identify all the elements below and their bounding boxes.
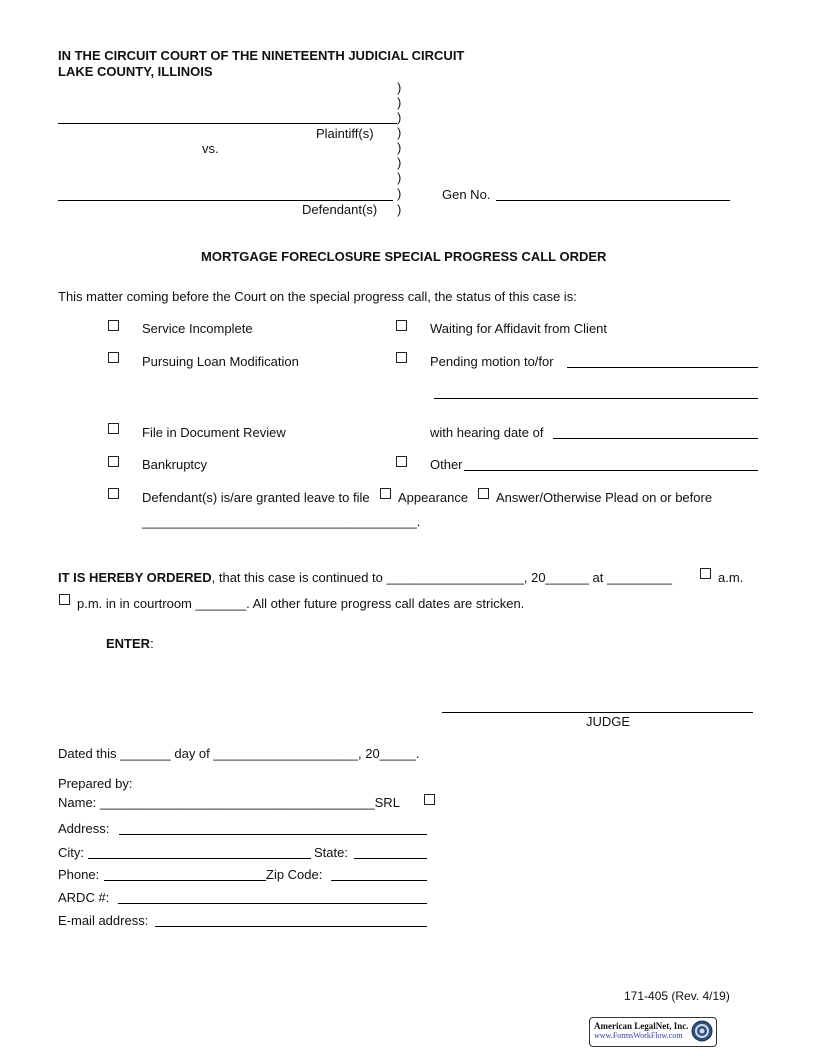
logo-website: www.FormsWorkFlow.com (594, 1031, 683, 1040)
zip-field[interactable] (331, 880, 427, 881)
other-checkbox[interactable] (396, 456, 407, 467)
plaintiff-name-line[interactable] (58, 123, 397, 124)
pending-motion-checkbox[interactable] (396, 352, 407, 363)
caption-paren: ) (397, 202, 402, 217)
gen-no-label: Gen No. (442, 187, 491, 202)
hearing-date-field[interactable] (553, 438, 758, 439)
other-field[interactable] (464, 470, 758, 471)
loan-modification-checkbox[interactable] (108, 352, 119, 363)
pending-motion-field-2[interactable] (434, 398, 758, 399)
enter-label (106, 636, 154, 651)
answer-plead-checkbox[interactable] (478, 488, 489, 499)
globe-icon (691, 1020, 713, 1042)
enter-colon: : (150, 636, 154, 651)
appearance-label: Appearance (398, 490, 469, 505)
caption-paren: ) (397, 155, 402, 170)
waiting-affidavit-checkbox[interactable] (396, 320, 407, 331)
other-label: Other (430, 457, 463, 472)
american-legalnet-logo[interactable] (589, 1017, 717, 1047)
leave-to-file-checkbox[interactable] (108, 488, 119, 499)
hearing-date-label: with hearing date of (430, 425, 544, 440)
phone-label: Phone: (58, 867, 100, 882)
bankruptcy-checkbox[interactable] (108, 456, 119, 467)
leave-to-file-label: Defendant(s) is/are granted leave to file (142, 490, 370, 505)
email-label: E-mail address: (58, 913, 149, 928)
caption-paren: ) (397, 170, 402, 185)
document-review-checkbox[interactable] (108, 423, 119, 434)
intro-text: This matter coming before the Court on the special progress call, the status of this case is: (58, 289, 577, 304)
name-line: Name: ______________________________________SRL (58, 795, 400, 810)
pm-checkbox[interactable] (59, 594, 70, 605)
document-review-label: File in Document Review (142, 425, 286, 440)
caption-paren: ) (397, 110, 402, 125)
caption-paren: ) (397, 140, 402, 155)
service-incomplete-label: Service Incomplete (142, 321, 253, 336)
enter-bold: ENTER (106, 636, 151, 651)
srl-checkbox[interactable] (424, 794, 435, 805)
prepared-by-label: Prepared by: (58, 776, 133, 791)
pm-courtroom-line: p.m. in in courtroom _______. All other future progress call dates are stricken. (77, 596, 525, 611)
state-field[interactable] (354, 858, 427, 859)
bankruptcy-label: Bankruptcy (142, 457, 208, 472)
city-label: City: (58, 845, 84, 860)
address-label: Address: (58, 821, 110, 836)
form-title: MORTGAGE FORECLOSURE SPECIAL PROGRESS CALL ORDER (201, 249, 607, 264)
defendant-name-line[interactable] (58, 200, 393, 201)
leave-to-file-date-field[interactable]: ______________________________________. (142, 514, 421, 529)
gen-no-field[interactable] (496, 200, 730, 201)
am-label: a.m. (718, 570, 744, 585)
order-line (58, 570, 672, 585)
vs-label: vs. (202, 141, 219, 156)
state-label: State: (314, 845, 348, 860)
am-checkbox[interactable] (700, 568, 711, 579)
ardc-label: ARDC #: (58, 890, 110, 905)
county-name: LAKE COUNTY, ILLINOIS (58, 64, 213, 79)
email-field[interactable] (155, 926, 427, 927)
court-name: IN THE CIRCUIT COURT OF THE NINETEENTH JUDICIAL CIRCUIT (58, 48, 465, 63)
ordered-heading: IT IS HEREBY ORDERED (58, 570, 212, 585)
answer-plead-label: Answer/Otherwise Plead on or before (496, 490, 713, 505)
waiting-affidavit-label: Waiting for Affidavit from Client (430, 321, 608, 336)
pending-motion-label: Pending motion to/for (430, 354, 554, 369)
caption-paren: ) (397, 80, 402, 95)
caption-paren: ) (397, 186, 402, 201)
loan-modification-label: Pursuing Loan Modification (142, 354, 299, 369)
caption-paren: ) (397, 125, 402, 140)
dated-line: Dated this _______ day of ____________________, 20_____. (58, 746, 420, 761)
judge-label: JUDGE (586, 714, 631, 729)
logo-company-name: American LegalNet, Inc. (594, 1021, 689, 1031)
city-field[interactable] (88, 858, 311, 859)
form-number: 171-405 (Rev. 4/19) (624, 989, 730, 1003)
appearance-checkbox[interactable] (380, 488, 391, 499)
pending-motion-field[interactable] (567, 367, 758, 368)
plaintiff-label: Plaintiff(s) (316, 126, 374, 141)
caption-paren: ) (397, 95, 402, 110)
ordered-text: , that this case is continued to ___________________, 20______ at _________ (211, 570, 673, 585)
phone-field[interactable] (104, 880, 266, 881)
address-field[interactable] (119, 834, 427, 835)
judge-signature-line[interactable] (442, 712, 753, 713)
zip-label: Zip Code: (266, 867, 323, 882)
service-incomplete-checkbox[interactable] (108, 320, 119, 331)
ardc-field[interactable] (118, 903, 427, 904)
defendant-label: Defendant(s) (302, 202, 378, 217)
